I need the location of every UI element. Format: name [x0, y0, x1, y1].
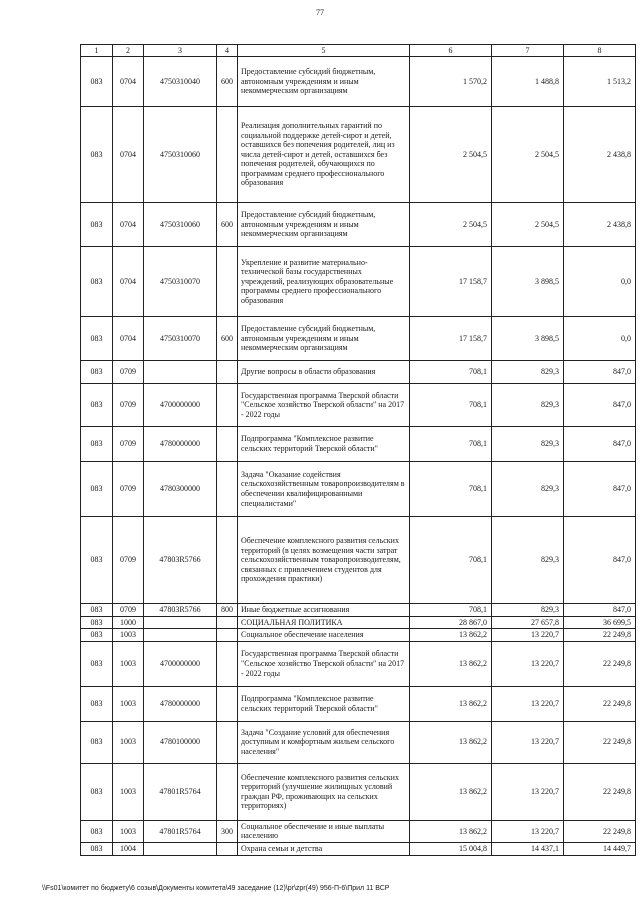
expense-type-cell	[217, 641, 238, 686]
description-cell: Другие вопросы в области образования	[238, 361, 410, 384]
amount-2022-cell: 829,3	[492, 604, 564, 617]
page-number: 77	[316, 8, 324, 17]
header-cell: 4	[217, 45, 238, 57]
amount-2021-cell: 15 004,8	[410, 842, 492, 855]
target-article-cell: 4700000000	[144, 641, 217, 686]
description-cell: Государственная программа Тверской области "Сельское хозяйство Тверской области" на 2017 - 2022 годы	[238, 641, 410, 686]
code-cell: 083	[81, 57, 113, 107]
expense-type-cell	[217, 616, 238, 629]
target-article-cell	[144, 629, 217, 642]
target-article-cell	[144, 842, 217, 855]
expense-type-cell	[217, 763, 238, 820]
target-article-cell: 47803R5766	[144, 604, 217, 617]
description-cell: Государственная программа Тверской области "Сельское хозяйство Тверской области" на 2017 - 2022 годы	[238, 384, 410, 427]
header-cell: 6	[410, 45, 492, 57]
code-cell: 083	[81, 604, 113, 617]
description-cell: Подпрограмма "Комплексное развитие сельских территорий Тверской области"	[238, 427, 410, 462]
amount-2023-cell: 847,0	[564, 361, 636, 384]
expense-type-cell	[217, 842, 238, 855]
section-cell: 1003	[113, 641, 144, 686]
amount-2023-cell: 0,0	[564, 317, 636, 361]
table-row	[81, 517, 636, 604]
budget-table	[80, 44, 636, 856]
code-cell: 083	[81, 203, 113, 247]
code-cell: 083	[81, 107, 113, 203]
description-cell: Обеспечение комплексного развития сельских территорий (улучшение жилищных условий граждан РФ, проживающих на сельских территориях)	[238, 763, 410, 820]
table-row	[81, 57, 636, 107]
amount-2022-cell: 829,3	[492, 361, 564, 384]
code-cell: 083	[81, 842, 113, 855]
target-article-cell: 47801R5764	[144, 820, 217, 842]
section-cell: 0704	[113, 57, 144, 107]
target-article-cell	[144, 616, 217, 629]
code-cell: 083	[81, 641, 113, 686]
target-article-cell	[144, 361, 217, 384]
expense-type-cell	[217, 427, 238, 462]
amount-2022-cell: 13 220,7	[492, 629, 564, 642]
amount-2023-cell: 36 699,5	[564, 616, 636, 629]
amount-2023-cell: 2 438,8	[564, 107, 636, 203]
table-row	[81, 462, 636, 517]
table-row	[81, 721, 636, 763]
expense-type-cell	[217, 247, 238, 317]
section-cell: 1000	[113, 616, 144, 629]
section-cell: 1003	[113, 763, 144, 820]
amount-2023-cell: 847,0	[564, 517, 636, 604]
expense-type-cell	[217, 107, 238, 203]
table-row	[81, 107, 636, 203]
section-cell: 0709	[113, 517, 144, 604]
amount-2023-cell: 22 249,8	[564, 641, 636, 686]
amount-2021-cell: 17 158,7	[410, 247, 492, 317]
expense-type-cell: 300	[217, 820, 238, 842]
section-cell: 1003	[113, 721, 144, 763]
description-cell: СОЦИАЛЬНАЯ ПОЛИТИКА	[238, 616, 410, 629]
amount-2022-cell: 27 657,8	[492, 616, 564, 629]
amount-2023-cell: 22 249,8	[564, 820, 636, 842]
table-header-row	[81, 45, 636, 57]
amount-2023-cell: 22 249,8	[564, 686, 636, 721]
description-cell: Предоставление субсидий бюджетным, автономным учреждениям и иным некоммерческим организациям	[238, 57, 410, 107]
target-article-cell: 4750310060	[144, 107, 217, 203]
amount-2023-cell: 14 449,7	[564, 842, 636, 855]
table-row	[81, 317, 636, 361]
amount-2021-cell: 708,1	[410, 517, 492, 604]
expense-type-cell: 800	[217, 604, 238, 617]
description-cell: Обеспечение комплексного развития сельских территорий (в целях возмещения части затрат сельскохозяйственным товаропроизводителям, связанных с привлечением студентов для прохождения практики)	[238, 517, 410, 604]
amount-2021-cell: 28 867,0	[410, 616, 492, 629]
expense-type-cell	[217, 686, 238, 721]
amount-2021-cell: 13 862,2	[410, 763, 492, 820]
expense-type-cell: 600	[217, 57, 238, 107]
section-cell: 1003	[113, 820, 144, 842]
amount-2023-cell: 847,0	[564, 604, 636, 617]
amount-2021-cell: 708,1	[410, 604, 492, 617]
amount-2021-cell: 13 862,2	[410, 721, 492, 763]
amount-2021-cell: 708,1	[410, 361, 492, 384]
header-cell: 2	[113, 45, 144, 57]
amount-2022-cell: 2 504,5	[492, 203, 564, 247]
description-cell: Задача "Создание условий для обеспечения доступным и комфортным жильем сельского населения"	[238, 721, 410, 763]
amount-2022-cell: 829,3	[492, 427, 564, 462]
description-cell: Социальное обеспечение населения	[238, 629, 410, 642]
expense-type-cell	[217, 384, 238, 427]
table-row	[81, 820, 636, 842]
amount-2021-cell: 2 504,5	[410, 203, 492, 247]
table-row	[81, 686, 636, 721]
code-cell: 083	[81, 820, 113, 842]
table-row	[81, 247, 636, 317]
header-cell: 5	[238, 45, 410, 57]
expense-type-cell	[217, 517, 238, 604]
code-cell: 083	[81, 361, 113, 384]
section-cell: 0704	[113, 203, 144, 247]
description-cell: Предоставление субсидий бюджетным, автономным учреждениям и иным некоммерческим организациям	[238, 317, 410, 361]
section-cell: 0709	[113, 427, 144, 462]
header-cell: 7	[492, 45, 564, 57]
target-article-cell: 4700000000	[144, 384, 217, 427]
expense-type-cell	[217, 721, 238, 763]
table-row	[81, 616, 636, 629]
code-cell: 083	[81, 247, 113, 317]
target-article-cell: 4780000000	[144, 427, 217, 462]
section-cell: 0709	[113, 604, 144, 617]
amount-2021-cell: 708,1	[410, 384, 492, 427]
description-cell: Задача "Оказание содействия сельскохозяйственным товаропроизводителям в обеспечении квалифицированными специалистами"	[238, 462, 410, 517]
table-row	[81, 641, 636, 686]
description-cell: Укрепление и развитие материально-технической базы государственных учреждений, реализующих образовательные программы среднего профессионального образования	[238, 247, 410, 317]
section-cell: 0709	[113, 361, 144, 384]
target-article-cell: 4780300000	[144, 462, 217, 517]
target-article-cell: 4750310070	[144, 247, 217, 317]
section-cell: 1003	[113, 686, 144, 721]
amount-2022-cell: 13 220,7	[492, 820, 564, 842]
section-cell: 1003	[113, 629, 144, 642]
table-row	[81, 842, 636, 855]
amount-2023-cell: 2 438,8	[564, 203, 636, 247]
table-row	[81, 629, 636, 642]
amount-2022-cell: 3 898,5	[492, 247, 564, 317]
table-row	[81, 361, 636, 384]
code-cell: 083	[81, 462, 113, 517]
expense-type-cell	[217, 361, 238, 384]
amount-2023-cell: 0,0	[564, 247, 636, 317]
amount-2023-cell: 1 513,2	[564, 57, 636, 107]
amount-2021-cell: 2 504,5	[410, 107, 492, 203]
code-cell: 083	[81, 686, 113, 721]
target-article-cell: 4780000000	[144, 686, 217, 721]
target-article-cell: 4750310060	[144, 203, 217, 247]
code-cell: 083	[81, 427, 113, 462]
amount-2021-cell: 708,1	[410, 462, 492, 517]
table-row	[81, 427, 636, 462]
expense-type-cell: 600	[217, 203, 238, 247]
table-row	[81, 604, 636, 617]
description-cell: Охрана семьи и детства	[238, 842, 410, 855]
section-cell: 0704	[113, 317, 144, 361]
amount-2021-cell: 13 862,2	[410, 641, 492, 686]
amount-2022-cell: 829,3	[492, 517, 564, 604]
amount-2023-cell: 22 249,8	[564, 763, 636, 820]
description-cell: Предоставление субсидий бюджетным, автономным учреждениям и иным некоммерческим организациям	[238, 203, 410, 247]
description-cell: Подпрограмма "Комплексное развитие сельских территорий Тверской области"	[238, 686, 410, 721]
target-article-cell: 47803R5766	[144, 517, 217, 604]
amount-2021-cell: 13 862,2	[410, 820, 492, 842]
amount-2022-cell: 829,3	[492, 384, 564, 427]
code-cell: 083	[81, 616, 113, 629]
expense-type-cell	[217, 629, 238, 642]
amount-2023-cell: 847,0	[564, 462, 636, 517]
target-article-cell: 4780100000	[144, 721, 217, 763]
amount-2022-cell: 2 504,5	[492, 107, 564, 203]
table-row	[81, 763, 636, 820]
code-cell: 083	[81, 721, 113, 763]
amount-2023-cell: 847,0	[564, 427, 636, 462]
amount-2022-cell: 3 898,5	[492, 317, 564, 361]
amount-2022-cell: 13 220,7	[492, 641, 564, 686]
amount-2022-cell: 13 220,7	[492, 763, 564, 820]
header-cell: 8	[564, 45, 636, 57]
description-cell: Иные бюджетные ассигнования	[238, 604, 410, 617]
file-path-footer: \\Fs01\комитет по бюджету\6 созыв\Документы комитета\49 заседание (12)\pr\zpr(49) 956-П-6\Прил 11 ВСР	[42, 885, 390, 892]
amount-2023-cell: 22 249,8	[564, 721, 636, 763]
target-article-cell: 47801R5764	[144, 763, 217, 820]
amount-2021-cell: 13 862,2	[410, 629, 492, 642]
expense-type-cell	[217, 462, 238, 517]
section-cell: 0709	[113, 384, 144, 427]
section-cell: 0709	[113, 462, 144, 517]
description-cell: Реализация дополнительных гарантий по социальной поддержке детей-сирот и детей, оставшихся без попечения родителей, лиц из числа детей-сирот и детей, оставшихся без попечения родителей, обучающихся по программам среднего профессионального образования	[238, 107, 410, 203]
amount-2022-cell: 1 488,8	[492, 57, 564, 107]
header-cell: 1	[81, 45, 113, 57]
table-row	[81, 203, 636, 247]
code-cell: 083	[81, 629, 113, 642]
code-cell: 083	[81, 384, 113, 427]
header-cell: 3	[144, 45, 217, 57]
description-cell: Социальное обеспечение и иные выплаты населению	[238, 820, 410, 842]
target-article-cell: 4750310040	[144, 57, 217, 107]
amount-2021-cell: 708,1	[410, 427, 492, 462]
code-cell: 083	[81, 317, 113, 361]
code-cell: 083	[81, 517, 113, 604]
amount-2022-cell: 14 437,1	[492, 842, 564, 855]
amount-2022-cell: 829,3	[492, 462, 564, 517]
amount-2023-cell: 22 249,8	[564, 629, 636, 642]
section-cell: 0704	[113, 107, 144, 203]
table-row	[81, 384, 636, 427]
target-article-cell: 4750310070	[144, 317, 217, 361]
amount-2021-cell: 1 570,2	[410, 57, 492, 107]
amount-2022-cell: 13 220,7	[492, 686, 564, 721]
amount-2021-cell: 13 862,2	[410, 686, 492, 721]
section-cell: 1004	[113, 842, 144, 855]
amount-2022-cell: 13 220,7	[492, 721, 564, 763]
amount-2021-cell: 17 158,7	[410, 317, 492, 361]
expense-type-cell: 600	[217, 317, 238, 361]
code-cell: 083	[81, 763, 113, 820]
section-cell: 0704	[113, 247, 144, 317]
amount-2023-cell: 847,0	[564, 384, 636, 427]
